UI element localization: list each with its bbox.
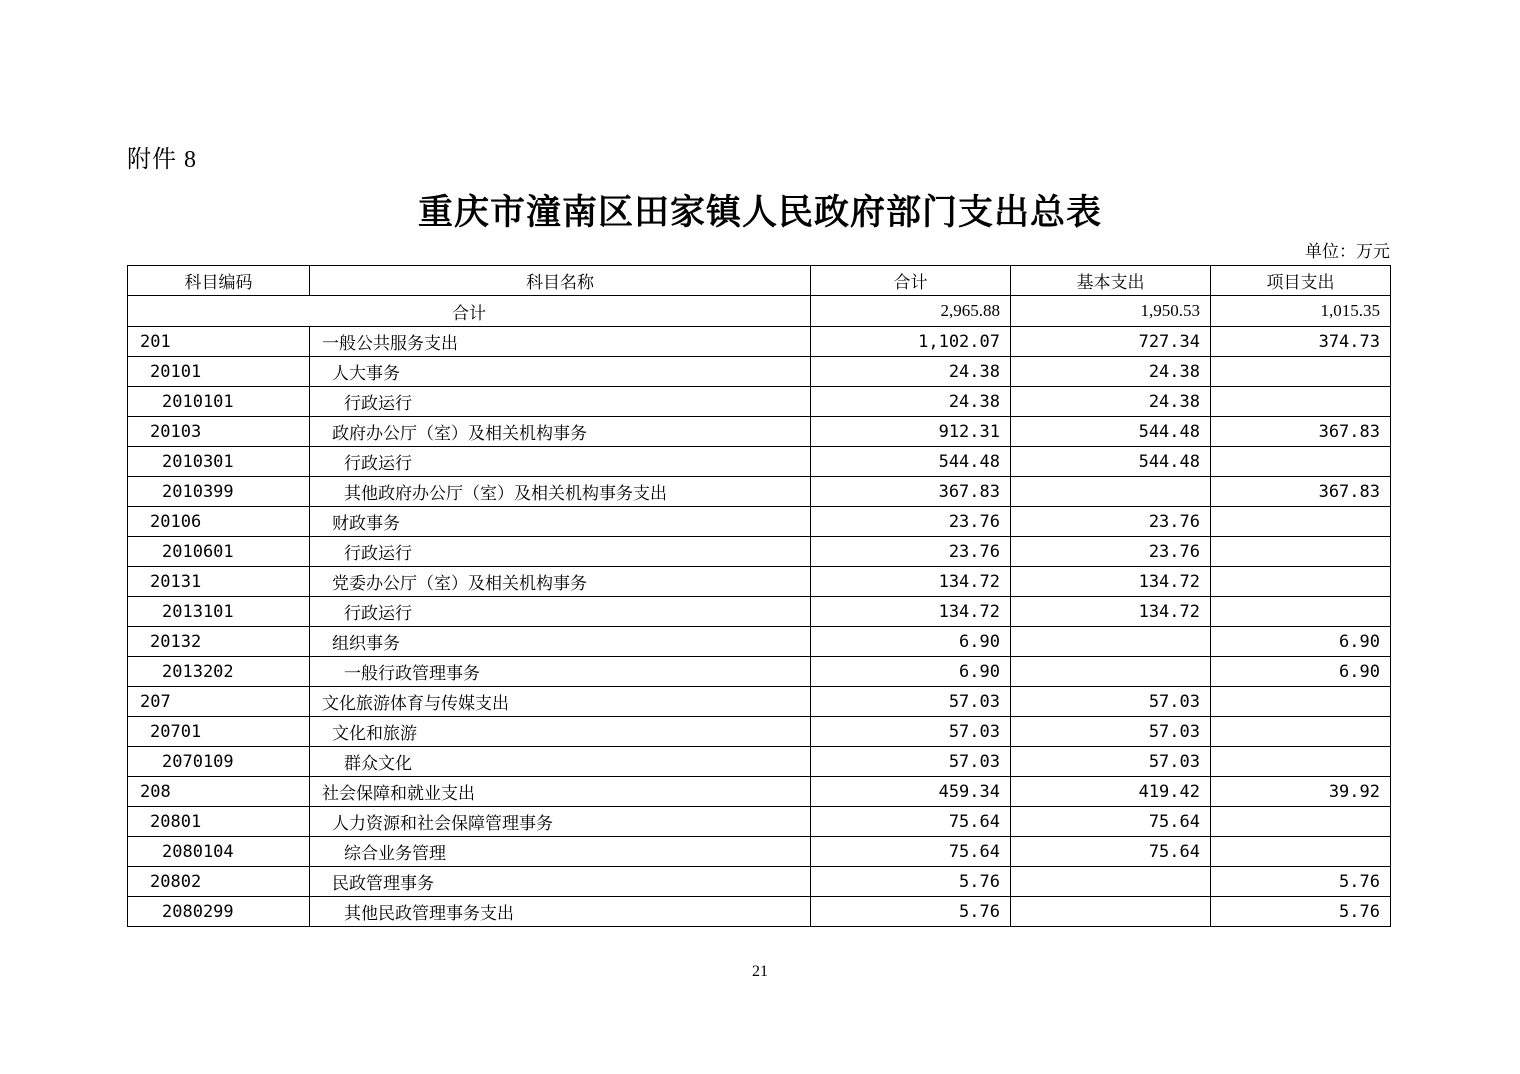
subject-code-cell: 20101 — [128, 357, 310, 387]
table-row — [128, 567, 1391, 597]
table-row — [128, 867, 1391, 897]
column-header-subject-code: 科目编码 — [128, 266, 310, 296]
subject-name-cell: 文化旅游体育与传媒支出 — [310, 687, 811, 717]
grand-total-label: 合计 — [128, 296, 811, 327]
subject-code-cell: 207 — [128, 687, 310, 717]
basic-expense-cell: 23.76 — [1011, 507, 1211, 537]
attachment-label: 附件 8 — [127, 147, 197, 173]
basic-expense-cell: 75.64 — [1011, 807, 1211, 837]
table-row — [128, 807, 1391, 837]
table-row — [128, 627, 1391, 657]
table-row — [128, 447, 1391, 477]
table-row — [128, 357, 1391, 387]
project-expense-cell — [1211, 837, 1391, 867]
column-header-subject-name: 科目名称 — [310, 266, 811, 296]
subject-name-cell: 其他政府办公厅（室）及相关机构事务支出 — [310, 477, 811, 507]
basic-expense-cell: 419.42 — [1011, 777, 1211, 807]
table-header-row — [128, 266, 1391, 296]
total-cell: 5.76 — [811, 897, 1011, 927]
subject-code-cell: 2070109 — [128, 747, 310, 777]
subject-name-cell: 行政运行 — [310, 537, 811, 567]
basic-expense-cell: 75.64 — [1011, 837, 1211, 867]
basic-expense-cell: 134.72 — [1011, 567, 1211, 597]
subject-name-cell: 其他民政管理事务支出 — [310, 897, 811, 927]
subject-name-cell: 行政运行 — [310, 447, 811, 477]
total-cell: 5.76 — [811, 867, 1011, 897]
subject-code-cell: 2013101 — [128, 597, 310, 627]
total-cell: 24.38 — [811, 357, 1011, 387]
basic-expense-cell: 24.38 — [1011, 357, 1211, 387]
subject-code-cell: 2080299 — [128, 897, 310, 927]
project-expense-cell — [1211, 567, 1391, 597]
total-cell: 134.72 — [811, 567, 1011, 597]
basic-expense-cell: 544.48 — [1011, 447, 1211, 477]
total-cell: 367.83 — [811, 477, 1011, 507]
subject-code-cell: 201 — [128, 327, 310, 357]
table-row — [128, 387, 1391, 417]
subject-name-cell: 一般公共服务支出 — [310, 327, 811, 357]
expenditure-table — [127, 265, 1391, 927]
total-cell: 6.90 — [811, 657, 1011, 687]
subject-name-cell: 社会保障和就业支出 — [310, 777, 811, 807]
grand-total-row — [128, 296, 1391, 327]
total-cell: 75.64 — [811, 837, 1011, 867]
subject-name-cell: 文化和旅游 — [310, 717, 811, 747]
column-header-project-expense: 项目支出 — [1211, 266, 1391, 296]
subject-code-cell: 20106 — [128, 507, 310, 537]
project-expense-cell — [1211, 387, 1391, 417]
table-row — [128, 717, 1391, 747]
grand-total-project-cell: 1,015.35 — [1211, 296, 1391, 327]
basic-expense-cell: 24.38 — [1011, 387, 1211, 417]
total-cell: 57.03 — [811, 717, 1011, 747]
subject-code-cell: 20103 — [128, 417, 310, 447]
project-expense-cell: 5.76 — [1211, 867, 1391, 897]
basic-expense-cell: 134.72 — [1011, 597, 1211, 627]
basic-expense-cell — [1011, 897, 1211, 927]
subject-code-cell: 2010101 — [128, 387, 310, 417]
project-expense-cell — [1211, 717, 1391, 747]
basic-expense-cell — [1011, 627, 1211, 657]
subject-code-cell: 2080104 — [128, 837, 310, 867]
subject-code-cell: 208 — [128, 777, 310, 807]
project-expense-cell: 39.92 — [1211, 777, 1391, 807]
subject-name-cell: 组织事务 — [310, 627, 811, 657]
subject-name-cell: 人力资源和社会保障管理事务 — [310, 807, 811, 837]
total-cell: 134.72 — [811, 597, 1011, 627]
subject-name-cell: 行政运行 — [310, 597, 811, 627]
grand-total-total-cell: 2,965.88 — [811, 296, 1011, 327]
subject-name-cell: 党委办公厅（室）及相关机构事务 — [310, 567, 811, 597]
basic-expense-cell: 57.03 — [1011, 687, 1211, 717]
basic-expense-cell: 727.34 — [1011, 327, 1211, 357]
basic-expense-cell — [1011, 477, 1211, 507]
total-cell: 6.90 — [811, 627, 1011, 657]
total-cell: 23.76 — [811, 507, 1011, 537]
subject-name-cell: 财政事务 — [310, 507, 811, 537]
subject-code-cell: 2010601 — [128, 537, 310, 567]
total-cell: 24.38 — [811, 387, 1011, 417]
project-expense-cell: 5.76 — [1211, 897, 1391, 927]
total-cell: 912.31 — [811, 417, 1011, 447]
basic-expense-cell — [1011, 867, 1211, 897]
subject-code-cell: 20701 — [128, 717, 310, 747]
total-cell: 544.48 — [811, 447, 1011, 477]
subject-code-cell: 20802 — [128, 867, 310, 897]
total-cell: 23.76 — [811, 537, 1011, 567]
table-row — [128, 507, 1391, 537]
project-expense-cell — [1211, 747, 1391, 777]
project-expense-cell: 367.83 — [1211, 417, 1391, 447]
subject-code-cell: 2010399 — [128, 477, 310, 507]
total-cell: 57.03 — [811, 687, 1011, 717]
total-cell: 459.34 — [811, 777, 1011, 807]
unit-note: 单位：万元 — [1305, 242, 1390, 261]
subject-code-cell: 2010301 — [128, 447, 310, 477]
subject-name-cell: 综合业务管理 — [310, 837, 811, 867]
project-expense-cell: 367.83 — [1211, 477, 1391, 507]
project-expense-cell — [1211, 447, 1391, 477]
column-header-basic-expense: 基本支出 — [1011, 266, 1211, 296]
page-number: 21 — [752, 963, 768, 980]
page-title: 重庆市潼南区田家镇人民政府部门支出总表 — [417, 193, 1102, 232]
subject-name-cell: 政府办公厅（室）及相关机构事务 — [310, 417, 811, 447]
subject-code-cell: 20132 — [128, 627, 310, 657]
total-cell: 1,102.07 — [811, 327, 1011, 357]
subject-name-cell: 民政管理事务 — [310, 867, 811, 897]
table-row — [128, 897, 1391, 927]
table-row — [128, 477, 1391, 507]
subject-name-cell: 群众文化 — [310, 747, 811, 777]
subject-name-cell: 一般行政管理事务 — [310, 657, 811, 687]
table-row — [128, 597, 1391, 627]
subject-code-cell: 20131 — [128, 567, 310, 597]
basic-expense-cell: 57.03 — [1011, 717, 1211, 747]
basic-expense-cell — [1011, 657, 1211, 687]
table-row — [128, 327, 1391, 357]
basic-expense-cell: 544.48 — [1011, 417, 1211, 447]
total-cell: 75.64 — [811, 807, 1011, 837]
project-expense-cell — [1211, 687, 1391, 717]
table-row — [128, 417, 1391, 447]
project-expense-cell — [1211, 597, 1391, 627]
subject-code-cell: 2013202 — [128, 657, 310, 687]
project-expense-cell — [1211, 807, 1391, 837]
table-row — [128, 537, 1391, 567]
project-expense-cell: 374.73 — [1211, 327, 1391, 357]
subject-code-cell: 20801 — [128, 807, 310, 837]
table-row — [128, 657, 1391, 687]
table-row — [128, 687, 1391, 717]
project-expense-cell: 6.90 — [1211, 657, 1391, 687]
grand-total-basic-cell: 1,950.53 — [1011, 296, 1211, 327]
subject-name-cell: 行政运行 — [310, 387, 811, 417]
project-expense-cell: 6.90 — [1211, 627, 1391, 657]
project-expense-cell — [1211, 357, 1391, 387]
project-expense-cell — [1211, 537, 1391, 567]
subject-name-cell: 人大事务 — [310, 357, 811, 387]
basic-expense-cell: 23.76 — [1011, 537, 1211, 567]
table-row — [128, 837, 1391, 867]
project-expense-cell — [1211, 507, 1391, 537]
column-header-total: 合计 — [811, 266, 1011, 296]
table-row — [128, 777, 1391, 807]
basic-expense-cell: 57.03 — [1011, 747, 1211, 777]
table-row — [128, 747, 1391, 777]
total-cell: 57.03 — [811, 747, 1011, 777]
